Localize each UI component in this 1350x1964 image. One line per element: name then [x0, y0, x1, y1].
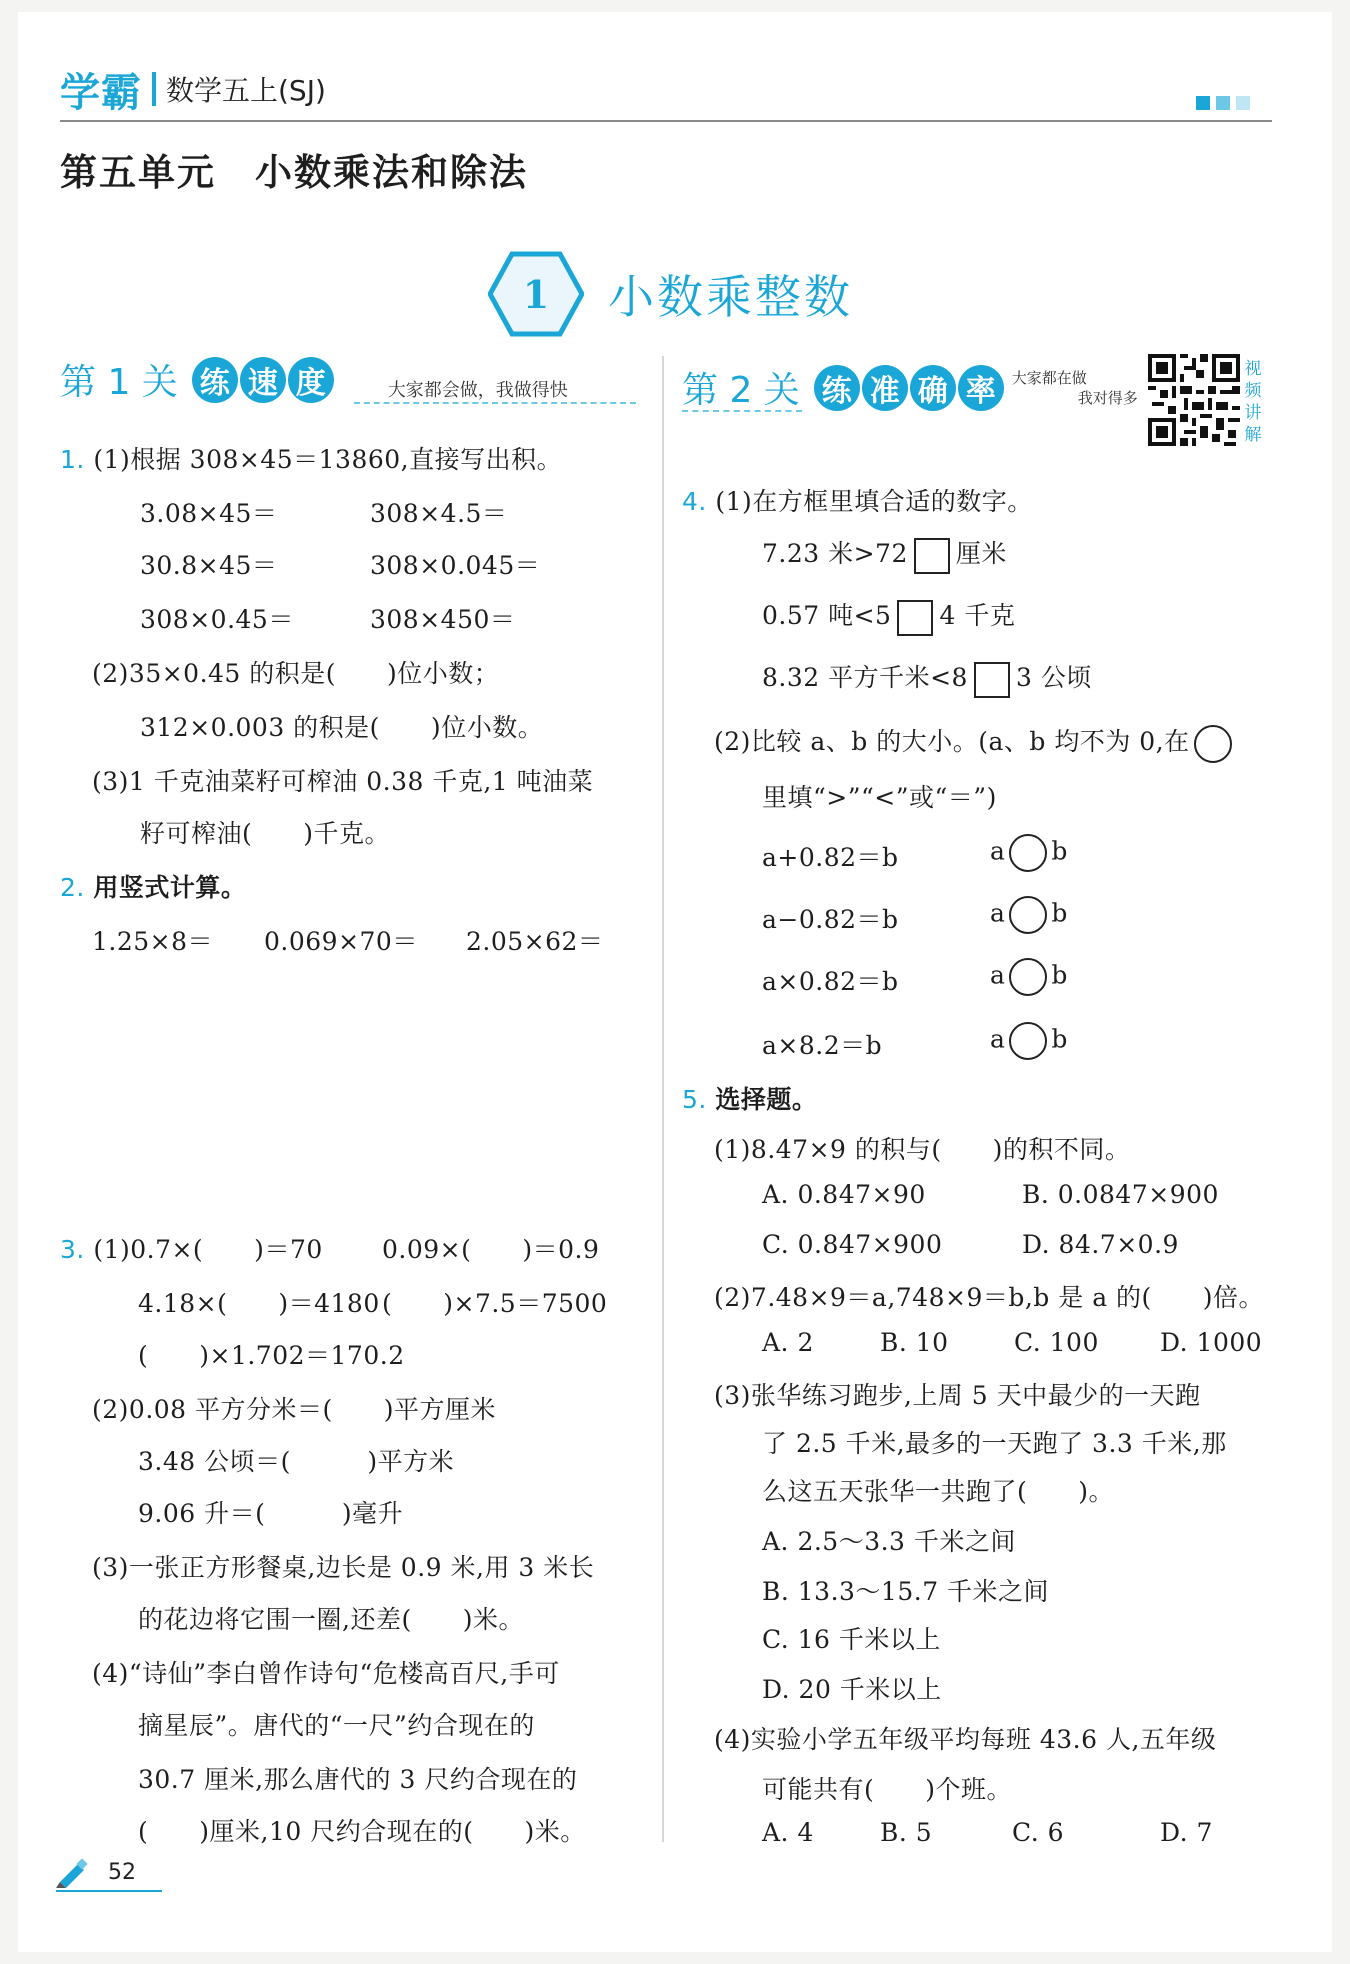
- q3-line: 9.06 升＝( )毫升: [138, 1499, 404, 1528]
- section-1-label: 第 1 关: [60, 362, 178, 403]
- q1-expr: 308×450＝: [370, 605, 516, 634]
- pill-char: 确: [910, 365, 956, 411]
- answer-circle[interactable]: [1009, 1022, 1047, 1060]
- q4-row-right: 3 公顷: [1015, 663, 1092, 692]
- q1-part1: (1)根据 308×45＝13860,直接写出积。: [93, 445, 563, 474]
- q5-option: D. 20 千米以上: [762, 1675, 942, 1704]
- q5-sub4: 可能共有( )个班。: [762, 1775, 1013, 1804]
- qr-code-icon[interactable]: [1148, 354, 1240, 446]
- q4-row-right: 4 千克: [939, 601, 1016, 630]
- q5-option: B. 13.3～15.7 千米之间: [762, 1577, 1050, 1606]
- q3-expr: 0.09×( )＝0.9: [382, 1235, 600, 1264]
- q3-line: 摘星辰”。唐代的“一尺”约合现在的: [138, 1711, 535, 1740]
- q4-number: 4.: [682, 487, 707, 516]
- q3-line: ( )厘米,10 尺约合现在的( )米。: [138, 1817, 586, 1846]
- section-1-header: [60, 354, 568, 405]
- pill-char: 练: [814, 365, 860, 411]
- brand: [60, 62, 326, 116]
- q2-line: [60, 868, 246, 904]
- q3-line: (2)0.08 平方分米＝( )平方厘米: [92, 1395, 497, 1424]
- q3-number: 3.: [60, 1235, 85, 1264]
- answer-box[interactable]: [914, 538, 950, 574]
- q1-part3a: (3)1 千克油菜籽可榨油 0.38 千克,1 吨油菜: [92, 767, 594, 796]
- q4-compare-expr: a−0.82＝b: [762, 905, 899, 934]
- q1-part2a: (2)35×0.45 的积是( )位小数；: [92, 659, 500, 688]
- q2-title: 用竖式计算。: [93, 873, 247, 902]
- q1-expr: 308×4.5＝: [370, 499, 508, 528]
- q5-option: A. 4: [762, 1818, 814, 1847]
- a-label: a: [990, 1024, 1006, 1054]
- q5-sub3: 么这五天张华一共跑了( )。: [762, 1477, 1115, 1506]
- unit-title: 第五单元 小数乘法和除法: [60, 151, 528, 194]
- qr-side-label: [1242, 358, 1264, 446]
- q5-option: D. 7: [1160, 1818, 1213, 1847]
- q3-expr: 4.18×( )＝4180: [138, 1289, 380, 1318]
- section-1-dotline: [354, 402, 636, 404]
- q2-expr: 0.069×70＝: [264, 927, 418, 956]
- lesson-number: 1: [522, 272, 550, 317]
- q3-expr: ( )×1.702＝170.2: [138, 1341, 405, 1370]
- lesson-title: 小数乘整数: [608, 270, 853, 324]
- q4-line: [682, 482, 1033, 518]
- q5-option: B. 5: [880, 1818, 933, 1847]
- q5-option: A. 2.5～3.3 千米之间: [762, 1527, 1016, 1556]
- q4-compare: [990, 1022, 1068, 1060]
- b-label: b: [1051, 898, 1068, 928]
- section-2-label: 第 2 关: [682, 370, 800, 411]
- header-rule: [60, 120, 1272, 122]
- q5-sub2: (2)7.48×9＝a,748×9＝b,b 是 a 的( )倍。: [714, 1283, 1265, 1312]
- q5-option: A. 2: [762, 1328, 814, 1357]
- q4-row: [762, 658, 1092, 698]
- pencil-icon: [56, 1858, 90, 1888]
- q4-part2a: (2)比较 a、b 的大小。(a、b 均不为 0,在: [714, 727, 1190, 756]
- q4-part2b: 里填“>”“<”或“＝”): [762, 783, 997, 812]
- q5-option: D. 1000: [1160, 1328, 1263, 1357]
- q5-option: C. 16 千米以上: [762, 1625, 941, 1654]
- q3-line: (3)一张正方形餐桌,边长是 0.9 米,用 3 米长: [92, 1553, 595, 1582]
- decor-block: [1216, 96, 1230, 110]
- q5-sub4: (4)实验小学五年级平均每班 43.6 人,五年级: [714, 1725, 1217, 1754]
- answer-circle[interactable]: [1009, 834, 1047, 872]
- pill-char: 速: [240, 357, 286, 403]
- qr-side-char: 视: [1244, 359, 1262, 379]
- pill-char: 率: [958, 365, 1004, 411]
- q5-option: B. 0.0847×900: [1022, 1180, 1219, 1209]
- q5-option: D. 84.7×0.9: [1022, 1230, 1179, 1259]
- answer-box[interactable]: [974, 662, 1010, 698]
- qr-side-char: 解: [1244, 425, 1262, 445]
- header-decor-blocks: [1196, 96, 1250, 110]
- section-1-slogan: 大家都会做，我做得快: [387, 379, 568, 401]
- q4-row-left: 7.23 米>72: [762, 539, 908, 568]
- section-2-dotline: [682, 410, 802, 412]
- section-2-pill: [814, 365, 1004, 411]
- q2-expr: 1.25×8＝: [92, 927, 214, 956]
- q3-line: [60, 1230, 323, 1266]
- q5-option: B. 10: [880, 1328, 949, 1357]
- lesson-heading: [488, 250, 853, 338]
- q4-compare-expr: a+0.82＝b: [762, 843, 899, 872]
- b-label: b: [1051, 836, 1068, 866]
- a-label: a: [990, 836, 1006, 866]
- q2-expr: 2.05×62＝: [466, 927, 604, 956]
- brand-logo: 学霸: [60, 69, 142, 116]
- q5-sub3: 了 2.5 千米,最多的一天跑了 3.3 千米,那: [762, 1429, 1227, 1458]
- q4-compare-expr: a×8.2＝b: [762, 1031, 883, 1060]
- q5-title: 选择题。: [715, 1085, 818, 1114]
- q3-expr: (1)0.7×( )＝70: [93, 1235, 323, 1264]
- section-2-slogan-line: 大家都在做: [1011, 368, 1087, 387]
- q3-expr: ( )×7.5＝7500: [382, 1289, 608, 1318]
- q5-sub1: (1)8.47×9 的积与( )的积不同。: [714, 1135, 1131, 1164]
- q1-part3b: 籽可榨油( )千克。: [140, 819, 391, 848]
- section-1-pill: [192, 357, 334, 403]
- q5-option: C. 0.847×900: [762, 1230, 943, 1259]
- q4-row: [762, 534, 1007, 574]
- b-label: b: [1051, 1024, 1068, 1054]
- column-divider: [662, 356, 664, 1842]
- book-title: 数学五上(SJ): [166, 74, 326, 107]
- q4-row-right: 厘米: [955, 539, 1007, 568]
- q1-part2b: 312×0.003 的积是( )位小数。: [140, 713, 544, 742]
- b-label: b: [1051, 960, 1068, 990]
- q4-part1: (1)在方框里填合适的数字。: [715, 487, 1033, 516]
- answer-circle[interactable]: [1009, 896, 1047, 934]
- q5-sub3: (3)张华练习跑步,上周 5 天中最少的一天跑: [714, 1381, 1201, 1410]
- q4-compare: [990, 896, 1068, 934]
- q4-row: [762, 596, 1015, 636]
- q1-expr: 30.8×45＝: [140, 551, 278, 580]
- decor-block: [1236, 96, 1250, 110]
- q1-number: 1.: [60, 445, 85, 474]
- answer-box[interactable]: [897, 600, 933, 636]
- pill-char: 度: [288, 357, 334, 403]
- qr-side-char: 讲: [1244, 403, 1262, 423]
- q2-number: 2.: [60, 873, 85, 902]
- q4-compare-expr: a×0.82＝b: [762, 967, 899, 996]
- q5-option: A. 0.847×90: [762, 1180, 926, 1209]
- q5-number: 5.: [682, 1085, 707, 1114]
- q5-line: [682, 1080, 817, 1116]
- q1-expr: 308×0.45＝: [140, 605, 294, 634]
- answer-circle[interactable]: [1194, 725, 1232, 763]
- q3-line: 的花边将它围一圈,还差( )米。: [138, 1605, 524, 1634]
- section-2-header: [682, 362, 1138, 413]
- q4-part2a-line: [714, 722, 1236, 763]
- decor-block: [1196, 96, 1210, 110]
- section-2-slogan-line: 我对得多: [1077, 388, 1138, 407]
- answer-circle[interactable]: [1009, 958, 1047, 996]
- pill-char: 练: [192, 357, 238, 403]
- footer-rule: [56, 1890, 162, 1892]
- q3-line: 3.48 公顷＝( )平方米: [138, 1447, 455, 1476]
- q5-option: C. 6: [1012, 1818, 1065, 1847]
- q1-line: [60, 440, 562, 476]
- q5-option: C. 100: [1014, 1328, 1099, 1357]
- q3-line: 30.7 厘米,那么唐代的 3 尺约合现在的: [138, 1765, 578, 1794]
- pill-char: 准: [862, 365, 908, 411]
- q4-row-left: 0.57 吨<5: [762, 601, 892, 630]
- section-2-slogan: [1012, 368, 1138, 408]
- a-label: a: [990, 898, 1006, 928]
- q1-expr: 3.08×45＝: [140, 499, 278, 528]
- lesson-number-badge: [488, 250, 584, 338]
- q1-expr: 308×0.045＝: [370, 551, 541, 580]
- q4-compare: [990, 834, 1068, 872]
- q4-row-left: 8.32 平方千米<8: [762, 663, 968, 692]
- q3-line: (4)“诗仙”李白曾作诗句“危楼高百尺,手可: [92, 1659, 560, 1688]
- qr-side-char: 频: [1244, 381, 1262, 401]
- q4-compare: [990, 958, 1068, 996]
- a-label: a: [990, 960, 1006, 990]
- page-number: 52: [108, 1860, 136, 1885]
- brand-separator: [152, 72, 156, 106]
